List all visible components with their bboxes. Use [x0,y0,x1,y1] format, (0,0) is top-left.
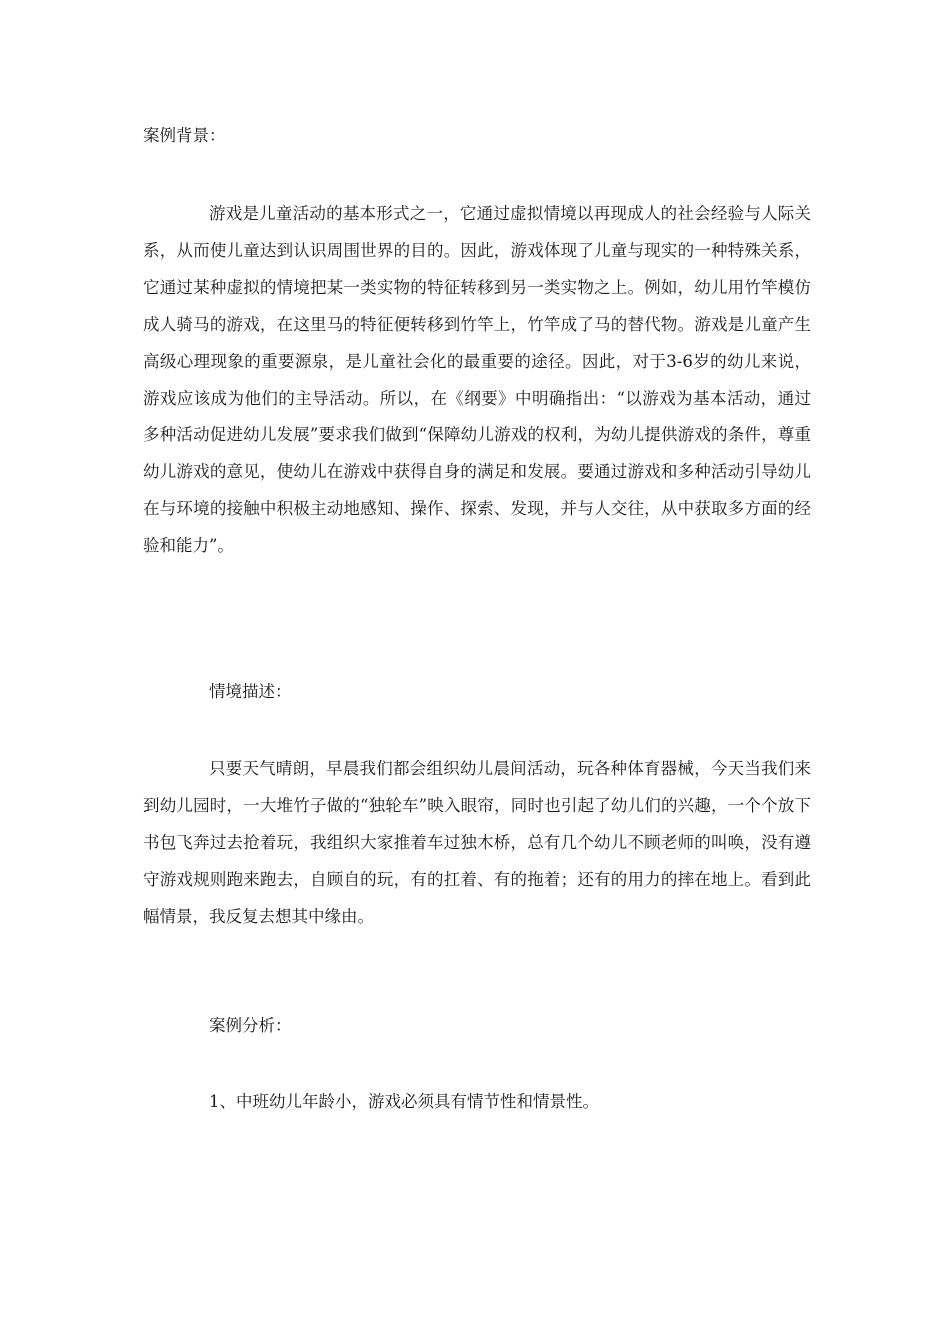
situation-heading: 情境描述： [209,682,292,701]
background-heading: 案例背景： [143,126,226,145]
analysis-item-1: 1、中班幼儿年龄小，游戏必须具有情节性和情景性。 [209,1092,599,1111]
background-paragraph: 游戏是儿童活动的基本形式之一，它通过虚拟情境以再现成人的社会经验与人际关系，从而使儿童达到认识周围世界的目的。因此，游戏体现了儿童与现实的一种特殊关系，它通过某种虚拟的情境把某一类实物的特征转移到另一类实物之上。例如，幼儿用竹竿模仿成人骑马的游戏，在这里马的特征便转移到竹竿上，竹竿成了马的替代物。游戏是儿童产生高级心理现象的重要源泉，是儿童社会化的最重要的途径。因此，对于3-6岁的幼儿来说，游戏应该成为他们的主导活动。所以，在《纲要》中明确指出：“以游戏为基本活动，通过多种活动促进幼儿发展”要求我们做到“保障幼儿游戏的权利，为幼儿提供游戏的条件，尊重幼儿游戏的意见，使幼儿在游戏中获得自身的满足和发展。要通过游戏和多种活动引导幼儿在与环境的接触中积极主动地感知、操作、探索、发现，并与人交往，从中获取多方面的经验和能力”。 [143,204,811,556]
situation-paragraph: 只要天气晴朗，早晨我们都会组织幼儿晨间活动，玩各种体育器械，今天当我们来到幼儿园时，一大堆竹子做的“独轮车”映入眼帘，同时也引起了幼儿们的兴趣，一个个放下书包飞奔过去抢着玩，我组织大家推着车过独木桥，总有几个幼儿不顾老师的叫唤，没有遵守游戏规则跑来跑去，自顾自的玩，有的扛着、有的拖着；还有的用力的摔在地上。看到此幅情景，我反复去想其中缘由。 [143,759,811,926]
analysis-heading: 案例分析： [209,1016,292,1035]
